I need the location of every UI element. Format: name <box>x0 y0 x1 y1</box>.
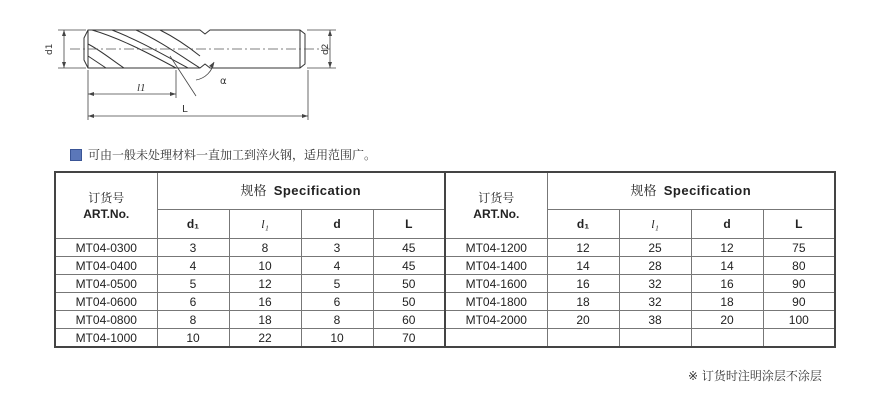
cell-art: MT04-1200 <box>445 239 547 257</box>
table-row <box>55 275 835 293</box>
cell-l1: 18 <box>229 311 301 329</box>
material-note <box>70 146 376 163</box>
cell-d1: 4 <box>157 257 229 275</box>
cell-d1 <box>547 329 619 348</box>
art-header-right: 订货号 ART.No. <box>445 172 547 239</box>
cell-art: MT04-1400 <box>445 257 547 275</box>
table-row <box>55 257 835 275</box>
label-L: L <box>182 104 188 115</box>
cell-d1: 3 <box>157 239 229 257</box>
cell-L: 90 <box>763 293 835 311</box>
cell-l1: 32 <box>619 275 691 293</box>
spec-table <box>54 171 836 348</box>
cell-d1: 12 <box>547 239 619 257</box>
col-l1-right: l₁ <box>619 210 691 239</box>
cell-d: 4 <box>301 257 373 275</box>
cell-d: 10 <box>301 329 373 348</box>
cell-d1: 14 <box>547 257 619 275</box>
cell-L: 50 <box>373 275 445 293</box>
material-note-text: 可由一般未处理材料一直加工到淬火钢，适用范围广。 <box>88 148 377 162</box>
cell-d: 12 <box>691 239 763 257</box>
cell-art <box>445 329 547 348</box>
col-L-left: L <box>373 210 445 239</box>
cell-d1: 5 <box>157 275 229 293</box>
cell-L: 100 <box>763 311 835 329</box>
col-l1-left: l₁ <box>229 210 301 239</box>
cell-l1 <box>619 329 691 348</box>
cell-art: MT04-0300 <box>55 239 157 257</box>
cell-L: 60 <box>373 311 445 329</box>
cell-d: 16 <box>691 275 763 293</box>
cell-L: 45 <box>373 257 445 275</box>
cell-art: MT04-2000 <box>445 311 547 329</box>
cell-d: 8 <box>301 311 373 329</box>
cell-d1: 16 <box>547 275 619 293</box>
cell-art: MT04-0500 <box>55 275 157 293</box>
col-d1-left: d₁ <box>157 210 229 239</box>
cell-l1: 22 <box>229 329 301 348</box>
cell-art: MT04-0800 <box>55 311 157 329</box>
cell-d <box>691 329 763 348</box>
cell-d1: 6 <box>157 293 229 311</box>
cell-L: 50 <box>373 293 445 311</box>
cell-d: 18 <box>691 293 763 311</box>
cell-L: 45 <box>373 239 445 257</box>
cell-L: 70 <box>373 329 445 348</box>
cell-d1: 18 <box>547 293 619 311</box>
cell-l1: 25 <box>619 239 691 257</box>
bullet-square-icon <box>70 149 82 161</box>
spec-header-right: 规格 Specification <box>547 172 835 210</box>
cell-l1: 38 <box>619 311 691 329</box>
col-d1-right: d₁ <box>547 210 619 239</box>
label-d1: d1 <box>45 43 55 55</box>
table-row <box>55 311 835 329</box>
col-d-right: d <box>691 210 763 239</box>
label-alpha: α <box>220 76 227 87</box>
cell-d: 3 <box>301 239 373 257</box>
spec-header-left: 规格 Specification <box>157 172 445 210</box>
cell-l1: 28 <box>619 257 691 275</box>
coating-note: ※ 订货时注明涂层不涂层 <box>688 369 822 383</box>
art-header-left: 订货号 ART.No. <box>55 172 157 239</box>
cell-L: 75 <box>763 239 835 257</box>
cell-L <box>763 329 835 348</box>
col-d-left: d <box>301 210 373 239</box>
cell-art: MT04-0400 <box>55 257 157 275</box>
cell-d: 6 <box>301 293 373 311</box>
label-l1: l1 <box>137 82 146 94</box>
cell-art: MT04-1800 <box>445 293 547 311</box>
label-d2: d2 <box>321 43 331 55</box>
cell-art: MT04-0600 <box>55 293 157 311</box>
cell-d1: 10 <box>157 329 229 348</box>
cell-d: 14 <box>691 257 763 275</box>
table-row <box>55 239 835 257</box>
cell-l1: 16 <box>229 293 301 311</box>
cell-L: 80 <box>763 257 835 275</box>
cell-d: 20 <box>691 311 763 329</box>
cell-l1: 8 <box>229 239 301 257</box>
table-row <box>55 329 835 348</box>
cell-L: 90 <box>763 275 835 293</box>
table-row <box>55 293 835 311</box>
end-mill-drawing <box>0 0 887 140</box>
cell-d1: 8 <box>157 311 229 329</box>
cell-l1: 10 <box>229 257 301 275</box>
cell-d: 5 <box>301 275 373 293</box>
cell-art: MT04-1600 <box>445 275 547 293</box>
cell-d1: 20 <box>547 311 619 329</box>
cell-l1: 12 <box>229 275 301 293</box>
cell-l1: 32 <box>619 293 691 311</box>
col-L-right: L <box>763 210 835 239</box>
cell-art: MT04-1000 <box>55 329 157 348</box>
